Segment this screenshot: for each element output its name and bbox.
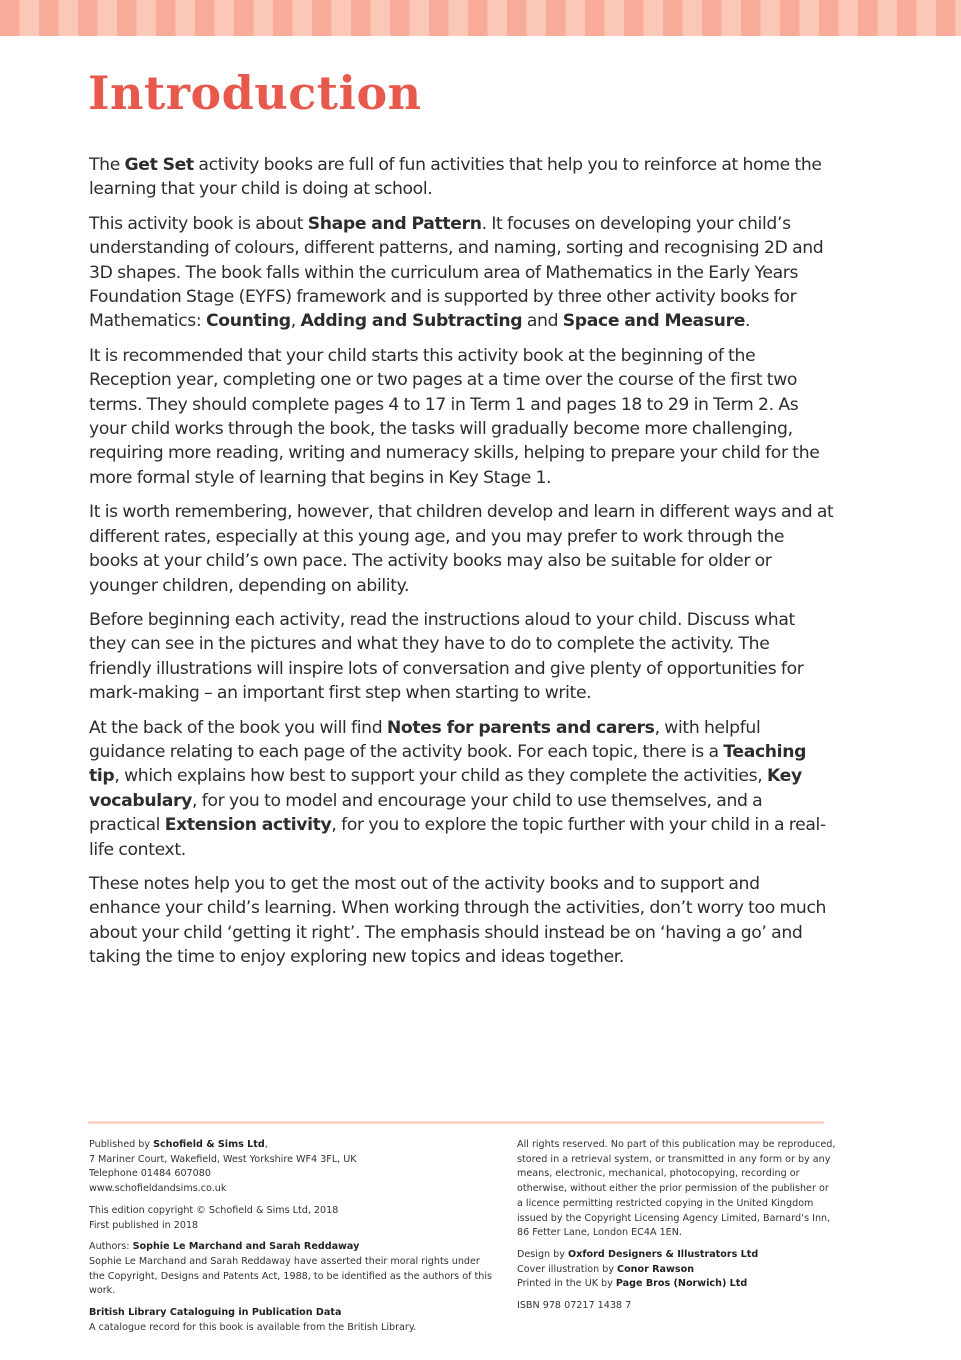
bold-text: Get Set	[124, 155, 194, 175]
introduction-body	[89, 153, 834, 980]
text-run: and	[522, 311, 563, 332]
text-run: Printed in the UK by	[517, 1278, 616, 1290]
text-run: www.schofieldandsims.co.uk	[89, 1183, 227, 1195]
bold-text: Notes for parents and carers	[386, 717, 655, 738]
text-run: Authors:	[89, 1241, 133, 1253]
page-title: Introduction	[88, 66, 422, 120]
text-run: Telephone 01484 607080	[89, 1168, 211, 1180]
text-run: .	[745, 311, 751, 332]
bold-text: Conor Rawson	[617, 1263, 695, 1275]
body-paragraph	[89, 344, 834, 490]
publisher-info-block	[89, 1306, 494, 1335]
bold-text: Extension activity	[164, 815, 332, 836]
text-run: , for you to model and encourage your child to use themselves, and a practical	[89, 790, 763, 836]
body-paragraph	[89, 500, 834, 598]
decorative-stripe-band	[0, 0, 961, 36]
text-run: , which explains how best to support your child as they complete the activities,	[114, 766, 767, 787]
text-run: Before beginning each activity, read the instructions aloud to your child. Discuss what they can see in the pictures and what they have to do to complete the activity. The friendly illustrations will inspire lots of conversation and give plenty of opportunities for mark-making – an important first step when starting to write.	[89, 609, 804, 704]
text-run: These notes help you to get the most out of the activity books and to support and enhance your child’s learning. When working through the activities, don’t worry too much about your child ‘getting it right’. The emphasis should instead be on ‘having a go’ and taking the time to enjoy exploring new topics and ideas together.	[89, 873, 827, 968]
publisher-info-column	[89, 1138, 494, 1342]
text-run: 7 Mariner Court, Wakefield, West Yorkshire WF4 3FL, UK	[89, 1153, 357, 1165]
text-run: This activity book is about	[89, 213, 308, 234]
text-run: Cover illustration by	[517, 1263, 618, 1275]
text-run: A catalogue record for this book is available from the British Library.	[89, 1321, 417, 1333]
text-run: All rights reserved. No part of this publication may be reproduced, stored in a retrieval system, or transmitted in any form or by any means, electronic, mechanical, photocopying, recording or otherwise, without either the prior permission of the publisher or a licence permitting restricted copying in the United Kingdom issued by the Copyright Licensing Agency Limited, Barnard’s Inn, 86 Fetter Lane, London EC4A 1EN.	[517, 1139, 836, 1239]
bold-text: Counting	[205, 311, 291, 332]
bold-text: Space and Measure	[562, 311, 746, 332]
text-run: . It focuses on developing your child’s understanding of colours, different patterns, and naming, sorting and recognising 2D and 3D shapes. The book falls within the curriculum area of Mathematics in the Early Years Foundation Stage (EYFS) framework and is supported by three other activity books for Mathematics:	[89, 213, 824, 332]
bold-text: Adding and Subtracting	[300, 311, 523, 332]
body-paragraph	[89, 608, 834, 706]
rights-credits-block	[517, 1248, 837, 1292]
publisher-info-block	[89, 1204, 494, 1233]
body-paragraph	[89, 153, 834, 202]
text-run: First published in 2018	[89, 1219, 199, 1231]
rights-credits-block	[517, 1138, 837, 1241]
bold-text: Teaching tip	[89, 741, 807, 787]
text-run: , with helpful guidance relating to each page of the activity book. For each topic, there is a	[89, 717, 761, 762]
text-run: The	[89, 155, 125, 175]
publisher-info-block	[89, 1240, 494, 1299]
bold-text: Sophie Le Marchand and Sarah Reddaway	[132, 1241, 360, 1253]
bold-text: British Library Cataloguing in Publication Data	[89, 1307, 342, 1319]
text-run: Published by	[89, 1139, 154, 1150]
bold-text: Shape and Pattern	[307, 213, 482, 234]
text-run: activity books are full of fun activities that help you to reinforce at home the learning that your child is doing at school.	[89, 155, 822, 200]
text-run: ISBN 978 07217 1438 7	[517, 1300, 632, 1312]
text-run: , for you to explore the topic further with your child in a real-life context.	[89, 815, 826, 860]
rights-credits-column	[517, 1138, 837, 1321]
text-run: This edition copyright © Schofield & Sims Ltd, 2018	[89, 1204, 339, 1216]
bold-text: Key vocabulary	[89, 766, 802, 811]
bold-text: Schofield & Sims Ltd	[153, 1139, 265, 1150]
text-run: Design by	[517, 1248, 568, 1260]
footer-divider	[88, 1121, 824, 1124]
publisher-info-block	[89, 1138, 494, 1197]
text-run: ,	[290, 311, 301, 332]
text-run: It is recommended that your child starts this activity book at the beginning of the Reception year, completing one or two pages at a time over the course of the first two terms. They should complete pages 4 to 17 in Term 1 and pages 18 to 29 in Term 2. As your child works through the book, the tasks will gradually become more challenging, requiring more reading, writing and numeracy skills, helping to prepare your child for the more formal style of learning that begins in Key Stage 1.	[89, 345, 820, 488]
bold-text: Page Bros (Norwich) Ltd	[615, 1278, 748, 1290]
text-run: ,	[264, 1139, 268, 1150]
bold-text: Oxford Designers & Illustrators Ltd	[568, 1248, 759, 1260]
text-run: At the back of the book you will find	[89, 717, 387, 738]
body-paragraph	[89, 716, 834, 862]
rights-credits-block	[517, 1299, 837, 1314]
body-paragraph	[89, 212, 834, 334]
text-run: It is worth remembering, however, that children develop and learn in different ways and at different rates, especially at this young age, and you may prefer to work through the books at your child’s own pace. The activity books may also be suitable for older or younger children, depending on ability.	[89, 502, 834, 596]
body-paragraph	[89, 872, 834, 970]
text-run: Sophie Le Marchand and Sarah Reddaway have asserted their moral rights under the Copyright, Designs and Patents Act, 1988, to be identified as the authors of this work.	[89, 1255, 493, 1297]
